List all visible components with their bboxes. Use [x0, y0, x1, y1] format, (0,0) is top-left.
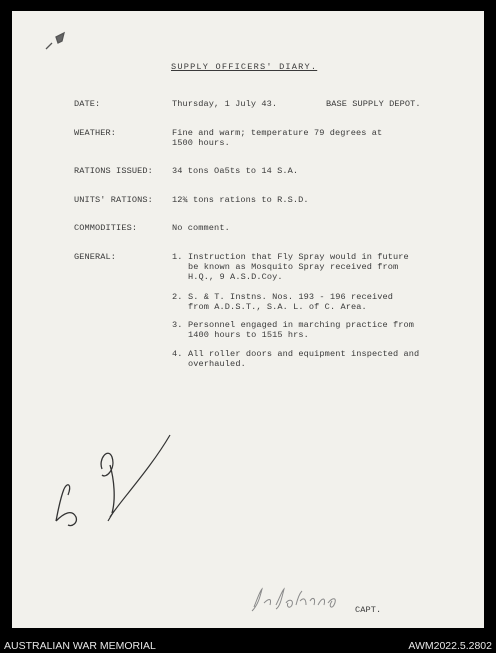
general-item-4-line2: overhauled.: [188, 359, 246, 369]
handwritten-initials: [50, 429, 180, 529]
label-weather: WEATHER:: [74, 128, 117, 138]
value-units-rations: 12¾ tons rations to R.S.D.: [172, 195, 309, 205]
value-unit: BASE SUPPLY DEPOT.: [326, 99, 421, 109]
general-item-3-line1: Personnel engaged in marching practice from: [188, 320, 415, 330]
general-item-4-line1: All roller doors and equipment inspected and: [188, 349, 420, 359]
document-page: [12, 11, 484, 628]
general-item-3-number: 3.: [172, 320, 183, 330]
label-general: GENERAL:: [74, 252, 117, 262]
signature-rank: CAPT.: [355, 605, 382, 615]
value-weather-line2: 1500 hours.: [172, 138, 230, 148]
general-item-2-line2: from A.D.S.T., S.A. L. of C. Area.: [188, 302, 367, 312]
general-item-1-line3: H.Q., 9 A.S.D.Coy.: [188, 272, 283, 282]
signature: [246, 583, 350, 615]
label-commodities: COMMODITIES:: [74, 223, 138, 233]
general-item-1-number: 1.: [172, 252, 183, 262]
value-weather-line1: Fine and warm; temperature 79 degrees at: [172, 128, 383, 138]
value-rations-issued: 34 tons Oa5ts to 14 S.A.: [172, 166, 299, 176]
general-item-3-line2: 1400 hours to 1515 hrs.: [188, 330, 309, 340]
value-commodities: No comment.: [172, 223, 230, 233]
general-item-1-line1: Instruction that Fly Spray would in future: [188, 252, 409, 262]
footer-accession-number: AWM2022.5.2802: [408, 640, 492, 652]
label-date: DATE:: [74, 99, 101, 109]
general-item-4-number: 4.: [172, 349, 183, 359]
label-units-rations: UNITS' RATIONS:: [74, 195, 153, 205]
punch-mark-icon: [42, 31, 72, 53]
general-item-2-line1: S. & T. Instns. Nos. 193 - 196 received: [188, 292, 394, 302]
general-item-2-number: 2.: [172, 292, 183, 302]
footer-institution: AUSTRALIAN WAR MEMORIAL: [4, 640, 156, 652]
general-item-1-line2: be known as Mosquito Spray received from: [188, 262, 399, 272]
diary-title: SUPPLY OFFICERS' DIARY.: [171, 62, 318, 72]
value-date: Thursday, 1 July 43.: [172, 99, 278, 109]
label-rations-issued: RATIONS ISSUED:: [74, 166, 153, 176]
